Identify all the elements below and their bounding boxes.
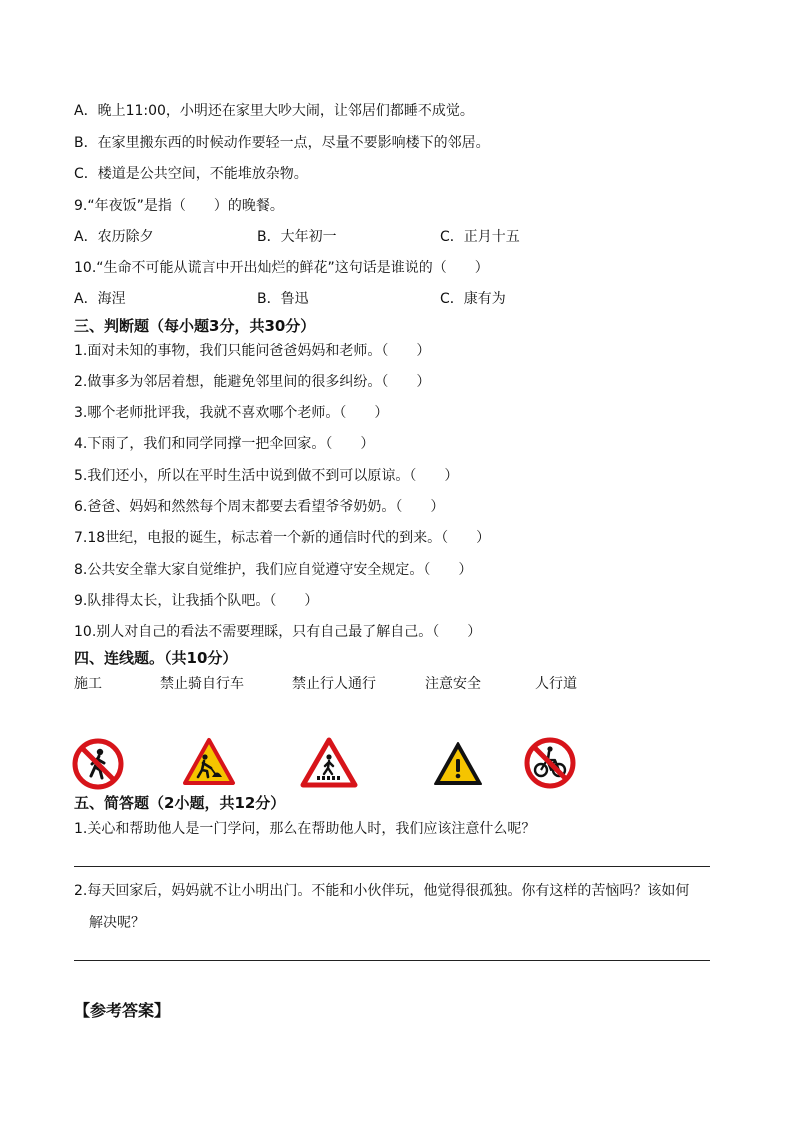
q8-option-a: A．晚上11:00，小明还在家里大吵大闹，让邻居们都睡不成觉。 [74,103,474,119]
answers-title: 【参考答案】 [74,1001,171,1020]
judge-item-3: 3.哪个老师批评我，我就不喜欢哪个老师。（ ） [74,405,389,421]
judge-item-6: 6.爸爸、妈妈和然然每个周末都要去看望爷爷奶奶。（ ） [74,499,445,515]
match-label-4: 注意安全 [425,676,481,692]
judge-item-9: 9.队排得太长，让我插个队吧。（ ） [74,593,319,609]
short-answer-q2-line1: 2.每天回家后，妈妈就不让小明出门。不能和小伙伴玩，他觉得很孤独。你有这样的苦恼吗？该如何 [74,883,690,899]
caution-sign-icon [432,740,484,788]
construction-sign-icon [182,737,236,787]
answer-line-1 [74,866,710,867]
section3-heading: 三、判断题（每小题3分，共30分） [74,317,316,335]
q10-option-c: C．康有为 [440,291,506,307]
short-answer-q2-line2: 解决呢？ [89,915,145,931]
no-bicycle-sign-icon [524,737,576,789]
q8-option-b: B．在家里搬东西的时候动作要轻一点，尽量不要影响楼下的邻居。 [74,135,490,151]
q8-option-c: C．楼道是公共空间，不能堆放杂物。 [74,166,308,182]
match-label-3: 禁止行人通行 [292,676,376,692]
answer-line-2 [74,960,710,961]
crosswalk-sign-icon [300,737,358,789]
section4-heading: 四、连线题。（共10分） [74,649,238,667]
q9-option-b: B．大年初一 [257,229,337,245]
short-answer-q1: 1.关心和帮助他人是一门学问，那么在帮助他人时，我们应该注意什么呢？ [74,821,536,837]
q9-option-c: C．正月十五 [440,229,520,245]
judge-item-8: 8.公共安全靠大家自觉维护，我们应自觉遵守安全规定。（ ） [74,562,473,578]
q9-stem: 9.“年夜饭”是指（ ）的晚餐。 [74,198,284,214]
no-pedestrian-sign-icon [72,738,124,790]
match-label-5: 人行道 [535,676,577,692]
section5-heading: 五、简答题（2小题，共12分） [74,794,286,812]
q10-option-b: B．鲁迅 [257,291,309,307]
judge-item-10: 10.别人对自己的看法不需要理睬，只有自己最了解自己。（ ） [74,624,482,640]
judge-item-2: 2.做事多为邻居着想，能避免邻里间的很多纠纷。（ ） [74,374,431,390]
judge-item-1: 1.面对未知的事物，我们只能问爸爸妈妈和老师。（ ） [74,343,431,359]
judge-item-5: 5.我们还小，所以在平时生活中说到做不到可以原谅。（ ） [74,468,459,484]
judge-item-4: 4.下雨了，我们和同学同撑一把伞回家。（ ） [74,436,375,452]
judge-item-7: 7.18世纪，电报的诞生，标志着一个新的通信时代的到来。（ ） [74,530,491,546]
q9-option-a: A．农历除夕 [74,229,154,245]
match-label-1: 施工 [74,676,102,692]
q10-option-a: A．海涅 [74,291,126,307]
q10-stem: 10.“生命不可能从谎言中开出灿烂的鲜花”这句话是谁说的（ ） [74,260,489,276]
match-label-2: 禁止骑自行车 [160,676,244,692]
